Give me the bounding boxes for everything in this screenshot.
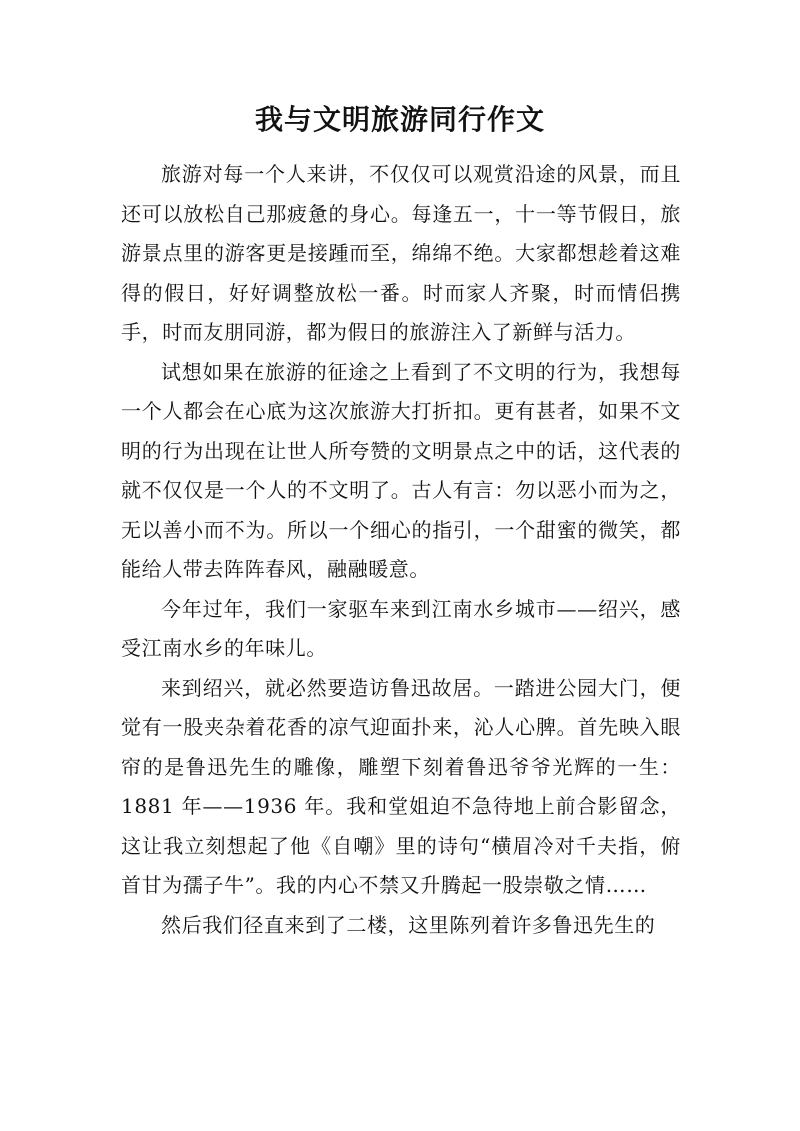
paragraph-1: 旅游对每一个人来讲，不仅仅可以观赏沿途的风景，而且还可以放松自己那疲惫的身心。每逢五一，十一等节假日，旅游景点里的游客更是接踵而至，绵绵不绝。大家都想趁着这难得的假日，好好调整放松一番。时而家人齐聚，时而情侣携手，时而友朋同游，都为假日的旅游注入了新鲜与活力。 bbox=[121, 162, 681, 344]
paragraph-3: 今年过年，我们一家驱车来到江南水乡城市——绍兴，感受江南水乡的年味儿。 bbox=[121, 596, 681, 660]
paragraph-5: 然后我们径直来到了二楼，这里陈列着许多鲁迅先生的 bbox=[161, 912, 656, 937]
document-body bbox=[121, 155, 681, 945]
paragraph-4: 来到绍兴，就必然要造访鲁迅故居。一踏进公园大门，便觉有一股夹杂着花香的凉气迎面扑来，沁人心脾。首先映入眼帘的是鲁迅先生的雕像，雕塑下刻着鲁迅爷爷光辉的一生：1881 年——1936 年。我和堂姐迫不急待地上前合影留念，这让我立刻想起了他《自嘲》里的诗句“横眉冷对千夫指，俯首甘为孺子牛”。我的内心不禁又升腾起一股崇敬之情…… bbox=[121, 675, 681, 897]
paragraph-2: 试想如果在旅游的征途之上看到了不文明的行为，我想每一个人都会在心底为这次旅游大打折扣。更有甚者，如果不文明的行为出现在让世人所夸赞的文明景点之中的话，这代表的就不仅仅是一个人的不文明了。古人有言：勿以恶小而为之，无以善小而不为。所以一个细心的指引，一个甜蜜的微笑，都能给人带去阵阵春风，融融暖意。 bbox=[121, 359, 681, 581]
document-title: 我与文明旅游同行作文 bbox=[254, 103, 545, 136]
